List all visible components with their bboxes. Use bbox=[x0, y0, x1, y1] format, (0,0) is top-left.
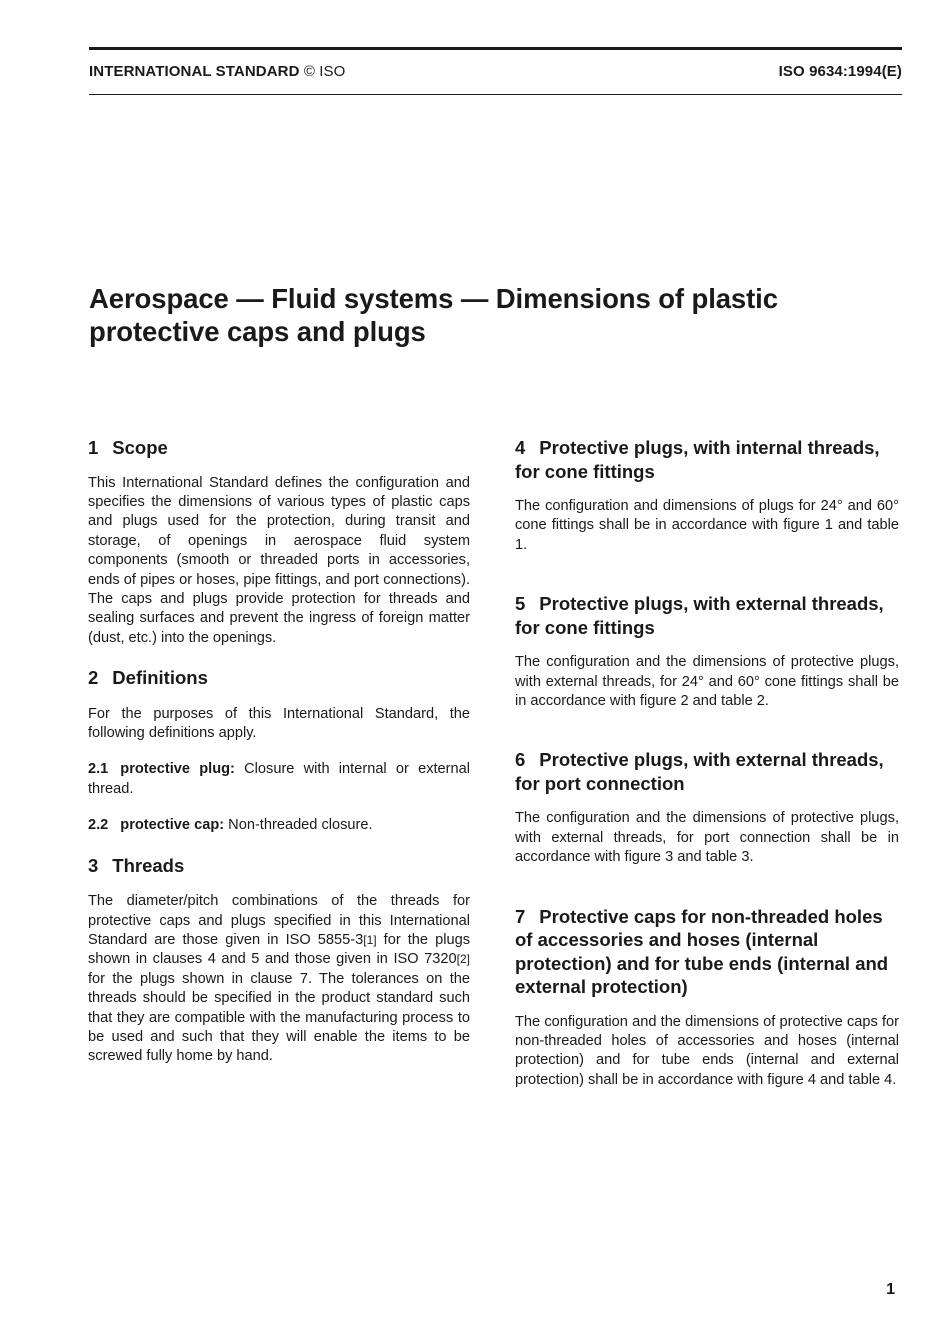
section-1-heading: 1 Scope bbox=[88, 437, 168, 458]
left-column bbox=[88, 436, 470, 1067]
section-3-heading: 3 Threads bbox=[88, 854, 185, 876]
definition-2-2: 2.2 protective cap: Non-threaded closure. bbox=[88, 817, 373, 834]
section-external-thread-plugs-cone bbox=[515, 592, 899, 711]
header-copyright: © ISO bbox=[303, 63, 346, 80]
section-external-thread-plugs-port bbox=[515, 748, 899, 867]
header-document-number: ISO 9634:1994(E) bbox=[778, 63, 902, 80]
section-definitions bbox=[88, 666, 470, 836]
document-title bbox=[89, 282, 909, 348]
section-5-paragraph: The configuration and the dimensions of protective plugs, with external threads, for 24° and 60° cone fittings shall be in accordance with figure 2 and table 2. bbox=[515, 654, 899, 710]
section-2-paragraph: For the purposes of this International Standard, the following definitions apply. bbox=[88, 705, 470, 742]
section-7-heading: 7 Protective caps for non-threaded holes of accessories and hoses (internal protection) and for tube ends (internal and external protection) bbox=[515, 905, 889, 998]
section-7-paragraph: The configuration and the dimensions of protective caps for non-threaded holes of accessories and hoses (internal protection) and for tube ends (internal and external protection) shall be in accordance with figure 4 and table 4. bbox=[515, 1013, 899, 1088]
document-title-line-1: Aerospace — Fluid systems — Dimensions of plastic bbox=[89, 283, 778, 314]
section-6-paragraph: The configuration and the dimensions of protective plugs, with external threads, for port connection shall be in accordance with figure 3 and table 3. bbox=[515, 810, 899, 866]
section-3-paragraph: The diameter/pitch combinations of the threads for protective caps and plugs specified in this International Standard are those given in ISO 5855-3[1] for the plugs shown in clauses 4 and 5 and those given in ISO 7320[2] for the plugs shown in clause 7. The tolerances on the threads should be specified in the product standard such that they are compatible with the manufacturing process to be used and such that they will enable the items to be screwed fully home by hand. bbox=[88, 893, 470, 1065]
reference-1: [1] bbox=[363, 933, 377, 947]
section-1-paragraph: This International Standard defines the configuration and specifies the dimensions of various types of plastic caps and plugs used for the protection, during transit and storage, of openings in aerospace fluid system components (smooth or threaded ports in accessories, ends of pipes or hoses, pipe fittings, and port connections). The caps and plugs provide protection for threads and sealing surfaces and prevent the ingress of foreign matter (dust, etc.) into the openings. bbox=[88, 474, 470, 646]
section-threads bbox=[88, 854, 470, 1067]
section-4-paragraph: The configuration and dimensions of plugs for 24° and 60° cone fittings shall be in accordance with figure 1 and table 1. bbox=[515, 498, 899, 553]
document-title-line-2: protective caps and plugs bbox=[89, 316, 426, 347]
reference-2: [2] bbox=[456, 952, 470, 967]
header-top-rule bbox=[89, 47, 902, 50]
section-6-heading: 6 Protective plugs, with external threads, for port connection bbox=[515, 749, 884, 794]
section-protective-caps bbox=[515, 905, 899, 1091]
header-bottom-rule bbox=[89, 94, 902, 95]
section-internal-thread-plugs bbox=[515, 436, 899, 555]
section-2-heading: 2 Definitions bbox=[88, 667, 208, 689]
definition-2-1: 2.1 protective plug: Closure with internal or external thread. bbox=[88, 761, 470, 797]
section-scope bbox=[88, 436, 470, 648]
page-number: 1 bbox=[886, 1281, 895, 1298]
header-standard-label bbox=[89, 63, 345, 80]
section-5-heading: 5 Protective plugs, with external threads, for cone fittings bbox=[515, 593, 884, 638]
right-column bbox=[515, 436, 899, 1090]
section-4-heading: 4 Protective plugs, with internal threads, for cone fittings bbox=[515, 437, 880, 482]
header-standard-title: INTERNATIONAL STANDARD bbox=[89, 63, 300, 80]
